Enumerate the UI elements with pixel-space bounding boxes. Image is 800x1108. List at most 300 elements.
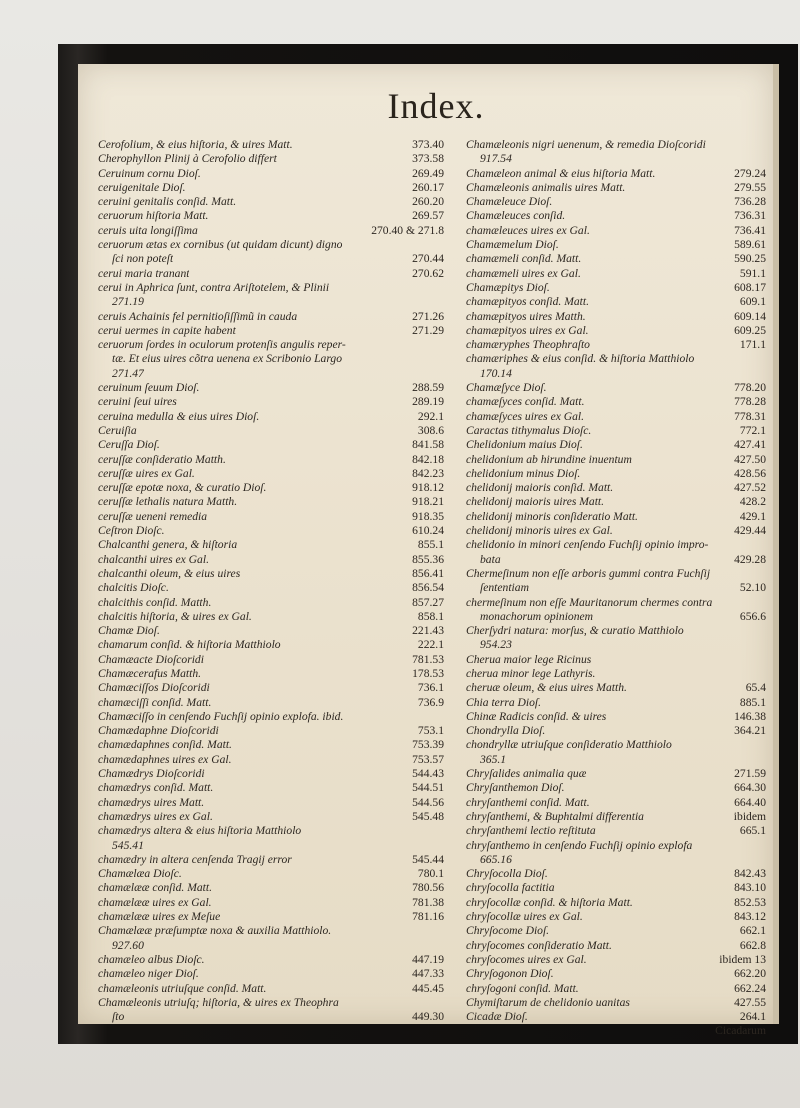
index-entry-page-ref: 429.28 <box>734 552 766 566</box>
index-entry <box>466 681 766 695</box>
index-entry-term: Chryſocome Dioſ. <box>466 924 550 938</box>
index-entry <box>98 310 444 324</box>
index-entry <box>466 581 766 595</box>
index-entry <box>466 281 766 295</box>
index-entry-term: Chryſanthemon Dioſ. <box>466 781 565 795</box>
index-entry <box>98 853 444 867</box>
index-entry <box>98 381 444 395</box>
index-entry-page-ref: 857.27 <box>412 595 444 609</box>
index-entry-page-ref: 842.23 <box>412 466 444 480</box>
index-entry-page-ref: 544.51 <box>412 781 444 795</box>
index-entry-page-ref: 781.16 <box>412 910 444 924</box>
index-entry <box>98 410 444 424</box>
index-entry <box>466 839 766 853</box>
index-entry <box>98 638 444 652</box>
index-entry-page-ref: 65.4 <box>745 681 766 695</box>
index-entry-page-ref: 753.1 <box>417 724 444 738</box>
index-entry <box>98 338 444 352</box>
index-entry <box>466 610 766 624</box>
index-entry <box>98 438 444 452</box>
index-entry <box>466 152 766 166</box>
index-entry-term: ſententiam <box>480 581 529 595</box>
index-entry-page-ref: 221.43 <box>412 624 444 638</box>
index-entry-term: chamædry in altera cenſenda Tragij error <box>98 852 292 866</box>
index-entry <box>98 1010 444 1024</box>
index-entry <box>466 352 766 366</box>
index-entry-term: Cerofolium, & eius hiſtoria, & uires Matt. <box>98 138 293 151</box>
index-entry-term: tæ. Et eius uires cõtra uenena ex Scribonio Largo <box>112 352 343 366</box>
index-entry-page-ref: 545.44 <box>412 852 444 866</box>
index-entry <box>98 910 444 924</box>
index-entry <box>466 324 766 338</box>
index-entry <box>466 596 766 610</box>
index-entry <box>466 767 766 781</box>
index-entry <box>466 667 766 681</box>
index-entry-page-ref: 855.1 <box>417 538 444 552</box>
index-entry-term: Ceruiſia <box>98 423 137 437</box>
index-entry-term: Chryſocolla Dioſ. <box>466 867 548 881</box>
index-entry-page-ref: 445.45 <box>412 981 444 995</box>
index-entry <box>98 367 444 381</box>
index-entry-term: cerui uermes in capite habent <box>98 323 236 337</box>
index-entry-term: chamæpityos uires ex Gal. <box>466 323 589 337</box>
index-entry-page-ref: 544.56 <box>412 795 444 809</box>
index-entry-page-ref: 753.57 <box>412 752 444 766</box>
index-entry <box>98 681 444 695</box>
index-entry <box>98 939 444 953</box>
index-entry <box>98 567 444 581</box>
index-entry-page-ref: 858.1 <box>417 609 444 623</box>
index-entry-term: chamæpityos uires Matth. <box>466 309 586 323</box>
index-entry-term: monachorum opinionem <box>480 609 594 623</box>
index-entry-page-ref: 260.17 <box>412 180 444 194</box>
index-entry <box>466 238 766 252</box>
index-entry-term: ceruinum ſeuum Dioſ. <box>98 381 200 395</box>
index-entry-term: Cherua maior lege Ricinus <box>466 652 592 666</box>
index-entry-page-ref: 778.28 <box>734 395 766 409</box>
index-entry-term: chryſocollæ uires ex Gal. <box>466 910 583 924</box>
index-entry-page-ref: 781.38 <box>412 895 444 909</box>
index-entry-page-ref: 269.57 <box>412 209 444 223</box>
index-entry <box>466 267 766 281</box>
index-entry-page-ref: 288.59 <box>412 381 444 395</box>
index-entry-page-ref: 778.20 <box>734 381 766 395</box>
index-entry-term: ſto <box>112 1010 125 1024</box>
index-entry-page-ref: 772.1 <box>739 423 766 437</box>
index-entry <box>98 796 444 810</box>
index-entry <box>98 824 444 838</box>
index-entry-term: Chamædrys Dioſcoridi <box>98 767 205 781</box>
index-entry-term: Chalcanthi genera, & hiſtoria <box>98 538 238 552</box>
index-entry-term: Chinæ Radicis conſid. & uires <box>466 709 607 723</box>
index-entry-term: chryſanthemo in cenſendo Fuchſij opinio explofa <box>466 838 693 852</box>
index-entry-page-ref: 841.58 <box>412 438 444 452</box>
index-entry <box>98 982 444 996</box>
index-entry-term: chelidonij minoris uires ex Gal. <box>466 524 613 538</box>
index-entry <box>466 438 766 452</box>
index-entry-term: chamæpityos conſid. Matt. <box>466 295 590 309</box>
index-entry-page-ref: 664.30 <box>734 781 766 795</box>
index-entry-term: chamæſyces conſid. Matt. <box>466 395 585 409</box>
index-entry-term: chamædrys conſid. Matt. <box>98 781 214 795</box>
index-entry-term: Chamæmelum Dioſ. <box>466 238 559 252</box>
index-entry <box>98 781 444 795</box>
index-entry-page-ref: 662.1 <box>739 924 766 938</box>
index-entry <box>98 252 444 266</box>
index-entry-page-ref: 843.10 <box>734 881 766 895</box>
index-entry <box>466 453 766 467</box>
index-entry-term: chryſanthemi, & Buphtalmi differentia <box>466 809 644 823</box>
index-entry-term: chalcitis hiſtoria, & uires ex Gal. <box>98 609 252 623</box>
index-entry-term: chamæleo albus Dioſc. <box>98 952 205 966</box>
index-entry-term: 917.54 <box>480 152 512 166</box>
index-entry <box>98 896 444 910</box>
index-entry-page-ref: 856.54 <box>412 581 444 595</box>
index-entry <box>466 252 766 266</box>
index-entry-term: chryſocolla factitia <box>466 881 555 895</box>
index-entry-page-ref: 665.1 <box>739 824 766 838</box>
index-entry <box>98 753 444 767</box>
index-entry <box>98 724 444 738</box>
index-entry-term: 954.23 <box>480 638 512 652</box>
index-entry <box>466 510 766 524</box>
index-entry-term: ceruſſæ lethalis natura Matth. <box>98 495 238 509</box>
index-entry <box>98 495 444 509</box>
index-entry-term: chamæleonis utriuſque conſid. Matt. <box>98 981 267 995</box>
index-entry <box>466 624 766 638</box>
index-entry-term: chamæmeli uires ex Gal. <box>466 266 581 280</box>
index-entry-page-ref: 544.43 <box>412 767 444 781</box>
index-entry <box>98 867 444 881</box>
index-entry-term: Chamæleuces conſid. <box>466 209 566 223</box>
index-entry-term: bata <box>480 552 501 566</box>
index-entry-page-ref: 885.1 <box>739 695 766 709</box>
index-entry-term: Chryſalides animalia quæ <box>466 767 587 781</box>
index-entry <box>98 953 444 967</box>
index-entry-page-ref: 222.1 <box>417 638 444 652</box>
index-entry-term: chamædaphnes conſid. Matt. <box>98 738 232 752</box>
index-entry <box>466 424 766 438</box>
index-entry-page-ref: 662.24 <box>734 981 766 995</box>
index-entry-page-ref: Cicadarum <box>715 1024 766 1038</box>
index-entry-page-ref: 545.48 <box>412 809 444 823</box>
index-entry <box>466 524 766 538</box>
index-entry-term: ceruſſæ epotæ noxa, & curatio Dioſ. <box>98 481 267 495</box>
index-entry-page-ref: 843.12 <box>734 910 766 924</box>
index-entry <box>466 653 766 667</box>
index-entry <box>98 881 444 895</box>
index-entry <box>466 896 766 910</box>
index-entry <box>98 710 444 724</box>
index-column-right <box>466 138 766 1039</box>
index-entry <box>98 810 444 824</box>
index-entry-page-ref: 608.17 <box>734 280 766 294</box>
index-entry <box>98 395 444 409</box>
index-entry-page-ref: 264.1 <box>739 1010 766 1024</box>
index-entry-page-ref: 778.31 <box>734 409 766 423</box>
index-entry <box>466 939 766 953</box>
index-entry-page-ref: 736.9 <box>417 695 444 709</box>
index-entry-term: ceruorum ſordes in oculorum protenſis angulis reper- <box>98 338 346 352</box>
index-entry-term: chryſogoni conſid. Matt. <box>466 981 579 995</box>
index-entry-term: cheruæ oleum, & eius uires Matth. <box>466 681 627 695</box>
index-entry-page-ref: 428.2 <box>739 495 766 509</box>
index-entry <box>466 395 766 409</box>
index-entry-term: chamælææ uires ex Gal. <box>98 895 212 909</box>
index-entry <box>466 796 766 810</box>
index-entry-page-ref: 781.53 <box>412 652 444 666</box>
page-edge <box>773 64 779 1024</box>
index-entry-term: chryſocomes uires ex Gal. <box>466 952 587 966</box>
index-entry <box>466 881 766 895</box>
index-entry <box>98 138 444 152</box>
index-entry-term: chamæleo niger Dioſ. <box>98 967 199 981</box>
index-entry-page-ref: 271.26 <box>412 309 444 323</box>
index-entry <box>466 467 766 481</box>
index-entry-term: chelidonij maioris conſid. Matt. <box>466 481 614 495</box>
index-entry-page-ref: 171.1 <box>739 338 766 352</box>
index-entry-term: Chamælæa Dioſc. <box>98 867 182 881</box>
index-entry-term: Cherophyllon Plinij à Cerofolio differt <box>98 152 277 166</box>
index-entry-term: 545.41 <box>112 838 144 852</box>
index-entry-term: Chamæleonis animalis uires Matt. <box>466 180 626 194</box>
index-entry-page-ref: 589.61 <box>734 238 766 252</box>
index-entry <box>466 910 766 924</box>
index-entry-term: Chamæleonis utriuſq; hiſtoria, & uires ex Theophra <box>98 995 339 1009</box>
index-entry-page-ref: 449.30 <box>412 1010 444 1024</box>
index-entry-term: Chermeſinum non eſſe arboris gummi contra Fuchſij <box>466 566 711 580</box>
index-entry <box>466 1024 766 1038</box>
index-entry <box>98 352 444 366</box>
index-entry-term: Chamæleuce Dioſ. <box>466 195 553 209</box>
index-entry-page-ref: 270.44 <box>412 252 444 266</box>
index-entry-term: Ceſtron Dioſc. <box>98 524 165 538</box>
index-entry-term: Chamæleonis nigri uenenum, & remedia Dioſcoridi <box>466 138 706 151</box>
index-entry-page-ref: 427.41 <box>734 438 766 452</box>
index-entry-term: Chamædaphne Dioſcoridi <box>98 724 219 738</box>
index-entry-term: chelidonio in minori cenſendo Fuchſij opinio impro- <box>466 538 709 552</box>
index-entry-page-ref: 590.25 <box>734 252 766 266</box>
index-entry-term: Chryſogonon Dioſ. <box>466 967 554 981</box>
index-entry-term: Cicadæ Dioſ. <box>466 1010 528 1024</box>
index-entry-page-ref: ibidem 13 <box>719 952 766 966</box>
index-entry-page-ref: 271.59 <box>734 767 766 781</box>
index-entry <box>98 238 444 252</box>
index-entry <box>98 510 444 524</box>
index-entry-page-ref: 918.35 <box>412 509 444 523</box>
index-entry-page-ref: 609.25 <box>734 323 766 337</box>
index-entry-term: chryſanthemi lectio reſtituta <box>466 824 596 838</box>
index-entry-term: ceruſſæ ueneni remedia <box>98 509 208 523</box>
index-entry-term: ceruorum hiſtoria Matt. <box>98 209 209 223</box>
index-entry-page-ref: 373.40 <box>412 138 444 151</box>
index-entry-term: chalcanthi oleum, & eius uires <box>98 566 241 580</box>
index-entry <box>466 209 766 223</box>
index-entry-page-ref: 52.10 <box>739 581 766 595</box>
index-entry-page-ref: 447.33 <box>412 967 444 981</box>
index-entry-term: Chamælææ præſumptæ noxa & auxilia Matthiolo. <box>98 924 332 938</box>
index-entry-page-ref: 918.21 <box>412 495 444 509</box>
index-entry-term: ceruigenitale Dioſ. <box>98 180 186 194</box>
index-entry <box>466 495 766 509</box>
index-entry-term: Ceruſſa Dioſ. <box>98 438 160 452</box>
index-entry-page-ref: 270.40 & 271.8 <box>371 223 444 237</box>
index-entry-term: ceruſſæ uires ex Gal. <box>98 466 195 480</box>
index-entry-page-ref: 855.36 <box>412 552 444 566</box>
index-entry <box>98 696 444 710</box>
index-entry-term: chamæleuces uires ex Gal. <box>466 223 590 237</box>
index-entry <box>98 524 444 538</box>
index-entry <box>466 138 766 152</box>
index-entry <box>466 967 766 981</box>
index-entry <box>466 824 766 838</box>
index-entry-page-ref: 271.29 <box>412 323 444 337</box>
index-entry <box>98 295 444 309</box>
index-entry <box>98 167 444 181</box>
index-entry-term: Caractas tithymalus Dioſc. <box>466 423 592 437</box>
index-entry-page-ref: 269.49 <box>412 166 444 180</box>
index-entry-term: ſci non poteſt <box>112 252 174 266</box>
index-entry <box>466 867 766 881</box>
index-entry <box>466 381 766 395</box>
index-entry-term: ceruorum ætas ex cornibus (ut quidam dicunt) digno <box>98 238 343 252</box>
index-entry <box>466 753 766 767</box>
index-entry <box>98 653 444 667</box>
index-entry-page-ref: 609.1 <box>739 295 766 309</box>
index-entry-page-ref: 270.62 <box>412 266 444 280</box>
index-entry-term: ceruina medulla & eius uires Dioſ. <box>98 409 260 423</box>
index-entry-page-ref: 428.56 <box>734 466 766 480</box>
index-entry-page-ref: 736.31 <box>734 209 766 223</box>
index-entry-page-ref: 664.40 <box>734 795 766 809</box>
index-entry <box>98 152 444 166</box>
index-entry-page-ref: 279.55 <box>734 180 766 194</box>
page-title: Index. <box>387 86 485 126</box>
index-entry <box>466 982 766 996</box>
index-entry-term: chamarum conſid. & hiſtoria Matthiolo <box>98 638 281 652</box>
index-entry <box>98 996 444 1010</box>
index-entry-page-ref: 427.50 <box>734 452 766 466</box>
index-entry-term: cerui maria tranant <box>98 266 190 280</box>
index-entry <box>98 224 444 238</box>
index-entry <box>466 338 766 352</box>
index-entry-term: Chamæ Dioſ. <box>98 624 160 638</box>
index-entry <box>98 767 444 781</box>
index-entry <box>466 310 766 324</box>
index-entry-term: chamædrys uires Matt. <box>98 795 205 809</box>
index-entry <box>466 167 766 181</box>
index-entry <box>98 924 444 938</box>
index-entry-page-ref: 662.8 <box>739 938 766 952</box>
index-entry <box>98 324 444 338</box>
index-entry <box>98 281 444 295</box>
index-entry <box>98 195 444 209</box>
index-entry-term: chamædaphnes uires ex Gal. <box>98 752 232 766</box>
index-entry-page-ref: 656.6 <box>739 609 766 623</box>
index-entry <box>98 538 444 552</box>
index-entry-term: chryſocollæ conſid. & hiſtoria Matt. <box>466 895 633 909</box>
index-entry <box>466 638 766 652</box>
index-entry <box>466 1010 766 1024</box>
index-entry <box>98 424 444 438</box>
index-entry-page-ref: 842.43 <box>734 867 766 881</box>
index-entry-page-ref: ibidem <box>733 809 766 823</box>
index-entry <box>98 181 444 195</box>
index-entry-term: chamæſyces uires ex Gal. <box>466 409 585 423</box>
index-entry <box>98 553 444 567</box>
index-entry-page-ref: 289.19 <box>412 395 444 409</box>
index-entry <box>98 267 444 281</box>
index-entry <box>466 181 766 195</box>
index-entry-term: Chamæſyce Dioſ. <box>466 381 547 395</box>
index-entry-page-ref: 736.41 <box>734 223 766 237</box>
index-entry <box>466 195 766 209</box>
index-entry-page-ref: 852.53 <box>734 895 766 909</box>
index-entry <box>98 967 444 981</box>
index-entry <box>466 810 766 824</box>
index-entry-term: Chelidonium maius Dioſ. <box>466 438 583 452</box>
index-entry-page-ref: 591.1 <box>739 266 766 280</box>
index-entry <box>466 224 766 238</box>
index-entry-page-ref: 429.44 <box>734 524 766 538</box>
index-entry-page-ref: 610.24 <box>412 524 444 538</box>
index-entry-term: ceruis uita longiſſima <box>98 223 198 237</box>
index-entry-term: chalcitis Dioſc. <box>98 581 169 595</box>
index-entry-term: ceruini ſeui uires <box>98 395 177 409</box>
index-entry-page-ref: 308.6 <box>417 423 444 437</box>
index-entry-term: Chamæleon animal & eius hiſtoria Matt. <box>466 166 656 180</box>
index-entry-term: chamædrys altera & eius hiſtoria Matthiolo <box>98 824 302 838</box>
index-entry-term: Chamæcerafus Matth. <box>98 666 202 680</box>
index-entry-page-ref: 780.56 <box>412 881 444 895</box>
index-entry-page-ref: 780.1 <box>417 867 444 881</box>
index-entry <box>98 481 444 495</box>
index-entry-term: 170.14 <box>480 366 512 380</box>
index-entry-page-ref: 364.21 <box>734 724 766 738</box>
index-entry-page-ref: 373.58 <box>412 152 444 166</box>
index-entry-page-ref: 260.20 <box>412 195 444 209</box>
index-column-left <box>98 138 444 1024</box>
index-entry <box>466 996 766 1010</box>
index-entry-term: 271.19 <box>112 295 144 309</box>
index-entry-term: chalcithis conſid. Matth. <box>98 595 212 609</box>
index-entry <box>98 738 444 752</box>
index-entry-page-ref: 178.53 <box>412 666 444 680</box>
index-entry <box>98 839 444 853</box>
index-entry <box>466 567 766 581</box>
index-entry-page-ref: 447.19 <box>412 952 444 966</box>
index-entry-term: Chymiſtarum de chelidonio uanitas <box>466 995 630 1009</box>
index-entry <box>466 724 766 738</box>
index-entry-term: chondryllæ utriuſque conſideratio Matthiolo <box>466 738 672 752</box>
index-entry-term: chelidonij minoris conſideratio Matt. <box>466 509 638 523</box>
index-entry <box>98 610 444 624</box>
index-entry-term: cherua minor lege Lathyris. <box>466 666 596 680</box>
index-entry-term: ceruſſæ conſideratio Matth. <box>98 452 226 466</box>
index-entry-page-ref: 609.14 <box>734 309 766 323</box>
index-entry-term: chelidonij maioris uires Matt. <box>466 495 605 509</box>
index-entry-term: chermeſinum non eſſe Mauritanorum chermes contra <box>466 595 713 609</box>
index-entry-term: chelidonium minus Dioſ. <box>466 466 581 480</box>
index-entry-term: 665.16 <box>480 852 512 866</box>
index-entry-term: chamæmeli conſid. Matt. <box>466 252 582 266</box>
index-entry <box>466 924 766 938</box>
index-entry-term: Chamæciſſos Dioſcoridi <box>98 681 210 695</box>
index-entry-term: Chamæciſſo in cenſendo Fuchſij opinio explofa. ibid. <box>98 709 344 723</box>
index-entry <box>466 481 766 495</box>
index-entry-page-ref: 736.1 <box>417 681 444 695</box>
index-entry-term: chryſocomes conſideratio Matt. <box>466 938 612 952</box>
